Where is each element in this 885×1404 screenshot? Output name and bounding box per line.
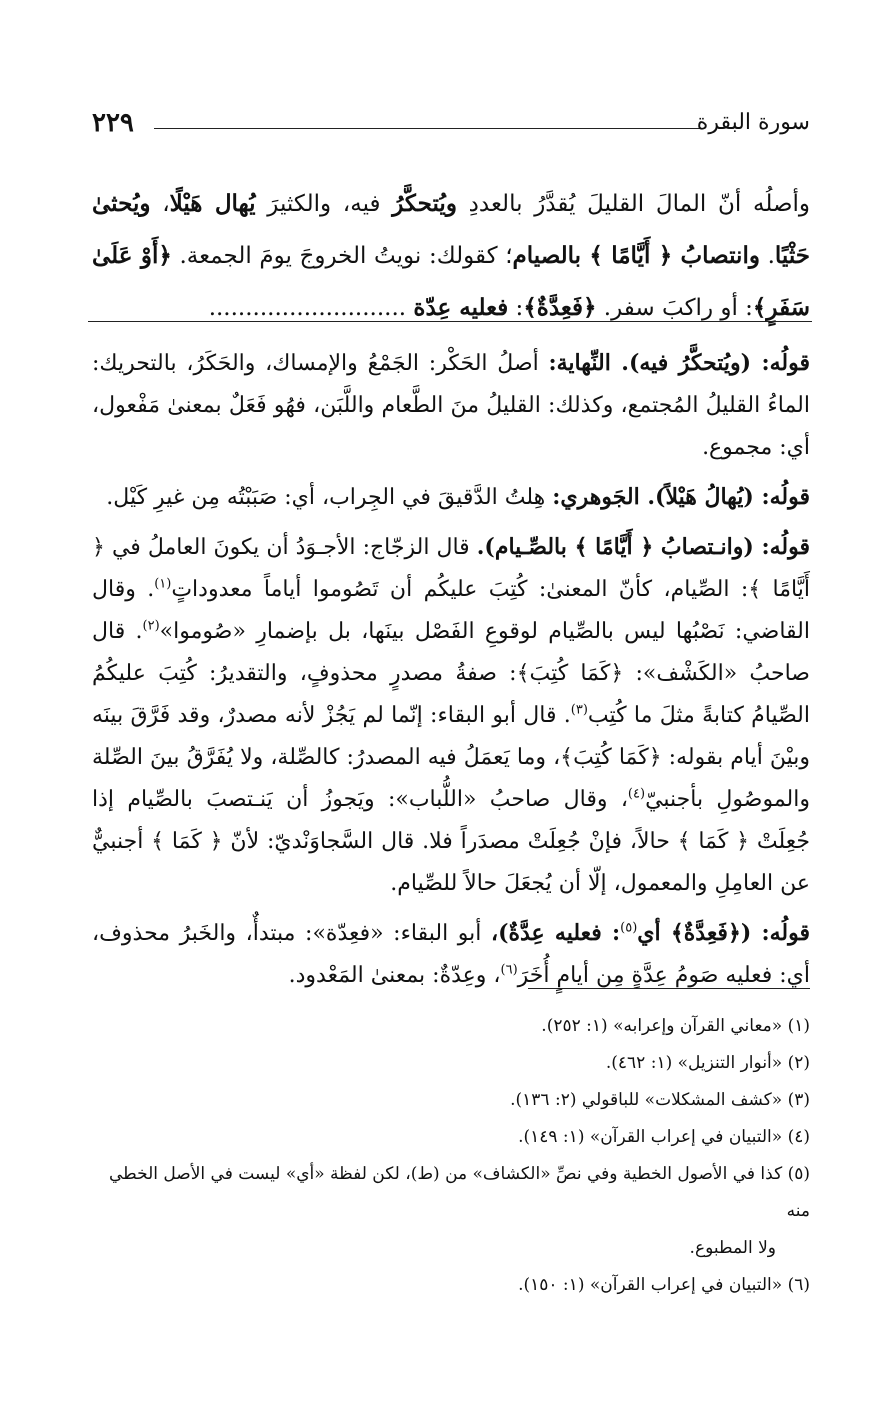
commentary-text: قال الزجّاج: الأجـوَدُ أن يكونَ العاملُ في ﴿ أَيَّامًا ﴾: الصِّيام، كأنّ المعنىٰ: كُتِبَ عليكُم أن تَصُوموا أياماً معدوداتٍ [92,535,810,602]
footnote-ref: (٥) [620,920,638,936]
footnote: (٤) «التبيان في إعراب القرآن» (١: ١٤٩). [518,1127,810,1147]
commentary-text: . قال أبو البقاء: إنّما لم يَجُزْ لأنه مصدرٌ، وقد فَرَّقَ بينَه وبيْنَ أيام بقوله: ﴿كَمَا كُتِبَ﴾، وما يَعمَلُ فيه المصدرُ: كالصِّلة، ولا يُفَرَّقُ بينَ الصِّلة والموصُولِ بأجنبيّ [92,703,810,812]
main-text-segment: ، [150,191,170,217]
commentary-paragraph [92,912,810,997]
footnote: (٢) «أنوار التنزيل» (١: ٤٦٢). [605,1053,810,1073]
commentary-text: ، وقال صاحبُ «اللُّباب»: ويَجوزُ أن يَنـتصبَ بالصِّيام إذا جُعِلَتْ ﴿ كَمَا ﴾ حالاً، فإنْ جُعِلَتْ مصدَراً فلا. قال السَّجاوَنْديّ: لأنّ ﴿ كَمَا ﴾ أجنبيٌّ عن العامِلِ والمعمول، إلّا أن يُجعَلَ حالاً للصِّيام. [92,787,810,896]
main-text-segment: : أو راكبَ سفر. [596,295,753,321]
main-text-segment: ؛ كقولك: نويتُ الخروجَ يومَ الجمعة. [171,243,513,269]
commentary-lead: : فعليه عِدَّةٌ)، [490,920,621,946]
commentary-text: هِلتُ الدَّقيقَ في الجِراب، أي: صَبَبْتُه مِن غيرِ كَيْل. [106,485,553,510]
commentary-text: . وقال القاضي: نَصْبُها ليس بالصِّيام لوقوعِ الفَصْل بينَها، بل بإضمارِ «صُوموا» [92,577,810,644]
commentary-text: . قال صاحبُ «الكَشْف»: ﴿كَمَا كُتِبَ﴾: صفةُ مصدرٍ محذوفٍ، والتقديرُ: كُتِبَ عليكُمُ الصِّيامُ كتابةً مثلَ ما كُتِب [92,619,810,728]
footnote: (٥) كذا في الأصول الخطية وفي نصِّ «الكشاف» من (ط)، لكن لفظة «أي» ليست في الأصل الخطي منه [109,1164,810,1221]
commentary-lead: قولُه: (﴿فَعِدَّةٌ﴾ أي [637,920,810,946]
footnote: (٣) «كشف المشكلات» للباقولي (٢: ١٣٦). [510,1090,810,1110]
commentary-paragraph [92,342,810,469]
surah-title: سورة البقرة [696,110,810,135]
page-number: ٢٢٩ [92,108,134,138]
main-text-segment: فيه، والكثيرَ [255,191,393,217]
main-text-bold: وانتصابُ [672,242,760,269]
quran-quote: ﴿ أَيَّامًا ﴾ [589,242,673,269]
commentary-paragraph [92,476,810,519]
footnote-ref: (٦) [500,962,518,978]
footnote: (٦) «التبيان في إعراب القرآن» (١: ١٥٠). [518,1275,810,1295]
commentary-lead: قولُه: (ويُتحكَّرُ فيه). النِّهاية: [548,350,810,376]
footnote-ref: (٤) [627,786,646,802]
commentary-text: ، وعِدّةٌ: بمعنىٰ المَعْدود. [288,963,501,988]
main-text-segment: . [767,243,775,269]
main-text-bold: فعليه عِدّة [413,294,509,321]
footnote: (١) «معاني القرآن وإعرابه» (١: ٢٥٢). [541,1016,810,1036]
commentary-paragraph [92,526,810,905]
footnote-continuation: ولا المطبوع. [689,1238,776,1258]
footnote-ref: (١) [154,576,172,592]
main-text-bold: ويُحثىٰ حَثْيًا [92,190,811,269]
quran-quote: ﴿أَوْ عَلَىٰ سَفَرٍ﴾ [92,242,810,321]
main-text-bold: ويُتحكَّرُ [392,190,457,217]
header-rule [154,128,700,129]
main-text-segment: وأصلُه أنّ المالَ القليلَ يُقدَّرُ بالعددِ [456,191,811,217]
footnotes-divider [528,988,810,989]
commentary-text: أصلُ الحَكْر: الجَمْعُ والإمساك، والحَكَرُ، بالتحريك: الماءُ القليلُ المُجتمع، وكذلك: القليلُ منَ الطَّعام واللَّبَن، فهُو فَعَلٌ بمعنىٰ مَفْعول، أي: مجموع. [92,351,810,460]
commentary-lead: قولُه: (وانـتصابُ ﴿ أَيَّامًا ﴾ بالصِّـيام). [476,534,810,560]
main-text-dots: ........................... [208,295,414,321]
commentary-block [92,342,810,1004]
footnote-ref: (٢) [142,618,160,634]
page-header [92,108,810,144]
main-text-block [92,178,810,334]
main-text-bold: بالصيام [512,242,590,269]
main-text-segment: : [508,295,524,321]
footnotes-block [92,1008,810,1304]
quran-quote: ﴿فَعِدَّةٌ﴾ [523,294,597,321]
commentary-text: أبو البقاء: «فعِدّة»: مبتدأٌ، والخَبرُ محذوف، أي: فعليه صَومُ عِدَّةٍ مِن أيامٍ أُخَرَ [92,921,810,988]
commentary-lead: قولُه: (يُهالُ هَيْلاً). الجَوهري: [552,484,810,510]
main-text-bold: يُهال هَيْلًا [169,190,256,217]
text-commentary-divider [88,321,812,322]
footnote-ref: (٣) [570,702,588,718]
